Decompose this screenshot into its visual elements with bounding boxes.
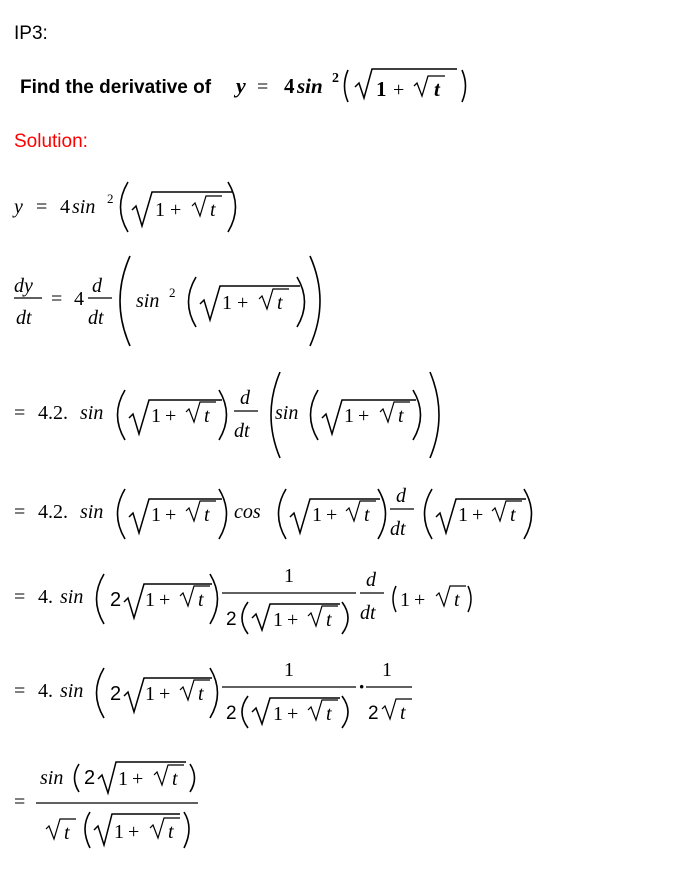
s4-one-3: 1 (458, 504, 468, 526)
s3-outer-right-paren (430, 372, 439, 458)
s5-paren-right-small (468, 586, 471, 612)
problem-func: sin (297, 74, 323, 98)
s6-den2-radical (382, 699, 412, 719)
s7-den-one: 1 (114, 821, 124, 843)
s3-plus-2: + (358, 405, 370, 427)
s7-eq: = (14, 791, 26, 813)
s7-den-left-paren (85, 812, 90, 848)
s6-t: t (198, 683, 204, 705)
step-6 (14, 659, 412, 728)
s3-left-paren-2 (311, 390, 319, 440)
s1-exp: 2 (107, 191, 114, 206)
problem-equals: = (257, 76, 269, 98)
s4-one-2: 1 (312, 504, 322, 526)
s1-lhs: y (14, 196, 23, 218)
step-1 (12, 182, 236, 232)
s5-one: 1 (145, 589, 155, 611)
s7-num-one: 1 (118, 768, 128, 790)
s4-t-2: t (364, 504, 370, 526)
step-7 (14, 762, 198, 848)
s2-dt2: dt (88, 307, 104, 329)
s5-den-inner-radical (308, 606, 338, 626)
s7-func: sin (40, 767, 64, 789)
s3-d: d (240, 387, 250, 409)
step-4 (14, 485, 532, 540)
s4-one-1: 1 (151, 504, 161, 526)
s4-right-paren-3 (524, 489, 532, 539)
problem-text: Find the derivative of (20, 77, 212, 98)
s4-func1: sin (80, 501, 104, 523)
step-3 (14, 372, 439, 458)
s2-dt: dt (16, 307, 32, 329)
s2-t: t (277, 292, 283, 314)
s5-den-plus: + (287, 609, 299, 631)
s2-outer-right-paren (310, 256, 320, 346)
s1-inner-radical (192, 196, 222, 216)
s4-plus-3: + (472, 504, 484, 526)
solution-label: Solution: (14, 131, 88, 152)
s2-outer-radical (200, 286, 300, 320)
s5-t-2: t (454, 589, 460, 611)
s3-inner-radical-2 (380, 402, 410, 422)
s6-den-two: 2 (226, 703, 237, 724)
s4-eq: = (14, 501, 26, 523)
s3-t-2: t (398, 405, 404, 427)
s1-t: t (210, 199, 216, 221)
s4-right-paren-1 (219, 489, 227, 539)
s5-inner-radical (180, 586, 210, 606)
s1-eq: = (36, 196, 48, 218)
s3-left-paren-1 (118, 390, 126, 440)
s3-t-1: t (204, 405, 210, 427)
s7-num-inner-radical (154, 765, 184, 785)
s5-left-paren (97, 574, 105, 624)
s5-den-one: 1 (273, 609, 283, 631)
s5-den-right-paren (342, 602, 348, 634)
s6-plus: + (159, 683, 171, 705)
s1-right-paren (228, 182, 236, 232)
s2-exp: 2 (169, 285, 176, 300)
s4-left-paren-1 (118, 489, 126, 539)
s6-dot: · (358, 674, 366, 699)
problem-exponent: 2 (332, 71, 339, 86)
s1-outer-radical (132, 192, 232, 226)
s5-func: sin (60, 586, 84, 608)
s4-right-paren-2 (378, 489, 386, 539)
s2-dy: dy (14, 275, 33, 297)
s7-den-t-2: t (168, 821, 174, 843)
s6-den-one: 1 (273, 703, 283, 725)
s2-inner-radical (259, 289, 289, 309)
s7-num-right-paren (190, 764, 195, 792)
s6-den2-t: t (400, 702, 406, 724)
s3-one-1: 1 (151, 405, 161, 427)
s6-inner-radical (180, 680, 210, 700)
s7-den-radical-t (46, 819, 76, 839)
s4-left-paren-2 (279, 489, 287, 539)
s1-left-paren (121, 182, 129, 232)
s6-num-2: 1 (382, 659, 392, 681)
s6-den-plus: + (287, 703, 299, 725)
s4-d: d (396, 485, 406, 507)
s6-den-right-paren (342, 696, 348, 728)
s5-inner-radical-2 (436, 586, 466, 606)
s5-eq: = (14, 586, 26, 608)
s6-den-inner-radical (308, 700, 338, 720)
s5-num: 1 (284, 565, 294, 587)
s2-eq: = (51, 288, 63, 310)
s3-inner-radical-1 (186, 402, 216, 422)
s5-t: t (198, 589, 204, 611)
s7-den-inner-radical (150, 818, 180, 838)
s5-right-paren (210, 574, 218, 624)
s7-den-plus: + (128, 821, 140, 843)
s6-left-paren (97, 668, 105, 718)
s3-eq: = (14, 402, 26, 424)
s3-right-paren-2 (413, 390, 421, 440)
s4-dt: dt (390, 518, 406, 540)
problem-number: IP3: (14, 23, 48, 44)
s5-one-2: 1 (400, 589, 410, 611)
problem-outer-radical (355, 69, 457, 98)
s4-inner-radical-3 (492, 501, 522, 521)
s2-left-paren (189, 277, 197, 327)
s5-paren-left-small (393, 586, 396, 612)
s7-den-right-paren (184, 812, 189, 848)
problem-y: y (236, 73, 246, 98)
s7-den-t-1: t (64, 822, 70, 844)
s7-num-plus: + (132, 768, 144, 790)
s3-func1: sin (80, 402, 104, 424)
s4-inner-radical-1 (186, 501, 216, 521)
s5-den-left-paren (242, 602, 248, 634)
s5-d: d (366, 569, 376, 591)
s4-plus-1: + (165, 504, 177, 526)
s5-plus-2: + (414, 589, 426, 611)
s1-coef: 4 (60, 196, 70, 218)
s2-right-paren (297, 277, 305, 327)
s6-coef: 4. (38, 680, 53, 702)
s4-t-1: t (204, 504, 210, 526)
s3-coef: 4.2. (38, 402, 68, 424)
s3-plus-1: + (165, 405, 177, 427)
s6-den2-two: 2 (368, 703, 379, 724)
s4-inner-radical-2 (346, 501, 376, 521)
problem-right-paren (462, 70, 466, 102)
problem-inner-radical (414, 76, 445, 96)
s5-two: 2 (110, 589, 122, 611)
s4-func2: cos (234, 501, 261, 523)
s4-t-3: t (510, 504, 516, 526)
s1-func: sin (72, 196, 96, 218)
s4-coef: 4.2. (38, 501, 68, 523)
s5-plus: + (159, 589, 171, 611)
s6-den-left-paren (242, 696, 248, 728)
s6-two: 2 (110, 683, 122, 705)
s3-one-2: 1 (344, 405, 354, 427)
s2-one: 1 (222, 292, 232, 314)
s2-d: d (92, 275, 102, 297)
s6-right-paren (210, 668, 218, 718)
s6-den-t: t (326, 703, 332, 725)
s1-plus: + (170, 199, 182, 221)
s5-den-t: t (326, 609, 332, 631)
s3-func2: sin (275, 402, 299, 424)
s5-den-two: 2 (226, 609, 237, 630)
problem-plus: + (393, 79, 405, 101)
step-5 (14, 565, 471, 634)
s5-dt: dt (360, 602, 376, 624)
s2-coef: 4 (74, 288, 84, 310)
s1-one: 1 (155, 199, 165, 221)
s4-plus-2: + (326, 504, 338, 526)
s7-num-left-paren (75, 764, 80, 792)
problem-t: t (434, 77, 440, 101)
s6-func: sin (60, 680, 84, 702)
s3-right-paren-1 (219, 390, 227, 440)
problem-one: 1 (376, 77, 387, 101)
s2-func: sin (136, 290, 160, 312)
s5-coef: 4. (38, 586, 53, 608)
s6-eq: = (14, 680, 26, 702)
s7-num-t: t (172, 768, 178, 790)
s6-num: 1 (284, 659, 294, 681)
s2-plus: + (237, 292, 249, 314)
problem-statement (20, 69, 466, 102)
step-2 (14, 256, 320, 346)
s7-two: 2 (84, 767, 96, 789)
s2-outer-left-paren (120, 256, 130, 346)
s3-dt: dt (234, 420, 250, 442)
problem-coef: 4 (284, 74, 295, 98)
s4-left-paren-3 (425, 489, 433, 539)
s6-one: 1 (145, 683, 155, 705)
problem-left-paren (345, 70, 349, 102)
